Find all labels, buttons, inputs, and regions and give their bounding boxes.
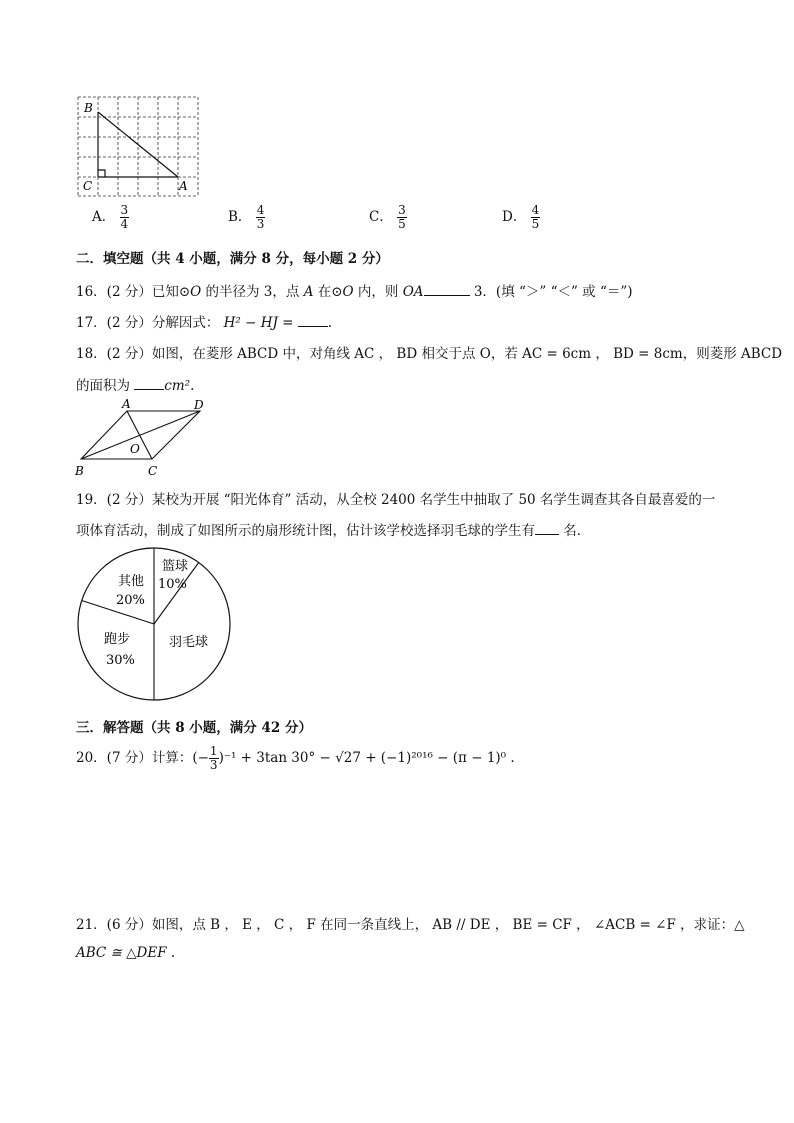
slice-label-basketball: 篮球	[162, 559, 189, 574]
section-2-title: 二．填空题（共 4 小题，满分 8 分，每小题 2 分）	[76, 251, 389, 267]
question-19-line1: 19．(2 分）某校为开展 “阳光体育” 活动，从全校 2400 名学生中抽取了 50 名学生调查其各自最喜爱的一	[76, 492, 716, 508]
slice-pct-other: 20%	[116, 593, 145, 608]
label-b: B	[84, 101, 93, 115]
pie-chart	[74, 546, 236, 706]
option-d[interactable]	[502, 204, 540, 231]
option-letter: A．	[92, 209, 116, 225]
answer-blank[interactable]	[424, 294, 470, 296]
slice-label-badminton: 羽毛球	[169, 635, 209, 650]
slice-pct-running: 30%	[106, 653, 135, 668]
question-21-line2: ABC ≅ △DEF .	[76, 945, 176, 961]
section-3-title: 三．解答题（共 8 小题，满分 42 分）	[76, 720, 312, 736]
option-letter: B．	[228, 209, 252, 225]
answer-blank[interactable]	[535, 533, 559, 535]
fraction: $\frac{3}{4}$	[120, 203, 129, 231]
label-o: O	[130, 442, 140, 456]
option-letter: C．	[369, 209, 393, 225]
option-a[interactable]	[92, 204, 129, 231]
question-18-line2: 的面积为 cm².	[76, 378, 195, 394]
question-19-line2: 项体育活动，制成了如图所示的扇形统计图，估计该学校选择羽毛球的学生有 名．	[76, 523, 591, 539]
slice-label-running: 跑步	[104, 632, 131, 647]
slice-label-other: 其他	[118, 574, 145, 589]
label-d: D	[194, 398, 204, 412]
grid-triangle-figure	[70, 92, 205, 198]
fraction: $\frac{1}{3}$	[209, 744, 218, 772]
option-c[interactable]	[369, 204, 407, 231]
label-c: C	[148, 464, 158, 478]
label-c: C	[83, 179, 93, 193]
question-18-line1: 18．(2 分）如图，在菱形 ABCD 中，对角线 AC ， BD 相交于点 O，若 AC = 6cm ， BD = 8cm，则菱形 ABCD	[76, 346, 783, 362]
fraction: $\frac{3}{5}$	[398, 203, 406, 231]
option-letter: D．	[502, 209, 527, 225]
question-20: 20．(7 分）计算：(− $\frac{1}{3}$ )⁻¹ + 3tan 30° − √27 + (−1)²⁰¹⁶ − (π − 1)⁰ .	[76, 744, 515, 772]
answer-blank[interactable]	[298, 325, 328, 327]
question-16: 16．(2 分）已知⊙O 的半径为 3，点 A 在⊙O 内，则 OA 3．(填 “＞” “＜” 或 “＝”)	[76, 284, 633, 300]
rhombus-figure	[72, 395, 212, 480]
label-a: A	[179, 179, 188, 193]
fraction: $\frac{4}{5}$	[531, 203, 540, 231]
label-b: B	[75, 464, 84, 478]
option-b[interactable]	[228, 204, 265, 231]
question-17: 17．(2 分）分解因式： H² − HJ = .	[76, 315, 333, 331]
fraction: $\frac{4}{3}$	[256, 203, 265, 231]
slice-pct-basketball: 10%	[158, 577, 187, 592]
answer-blank[interactable]	[134, 388, 164, 390]
question-21-line1: 21．(6 分）如图，点 B ， E ， C ， F 在同一条直线上， AB // DE ， BE = CF ， ∠ACB = ∠F ，求证：△	[76, 917, 745, 933]
label-a: A	[122, 397, 131, 411]
